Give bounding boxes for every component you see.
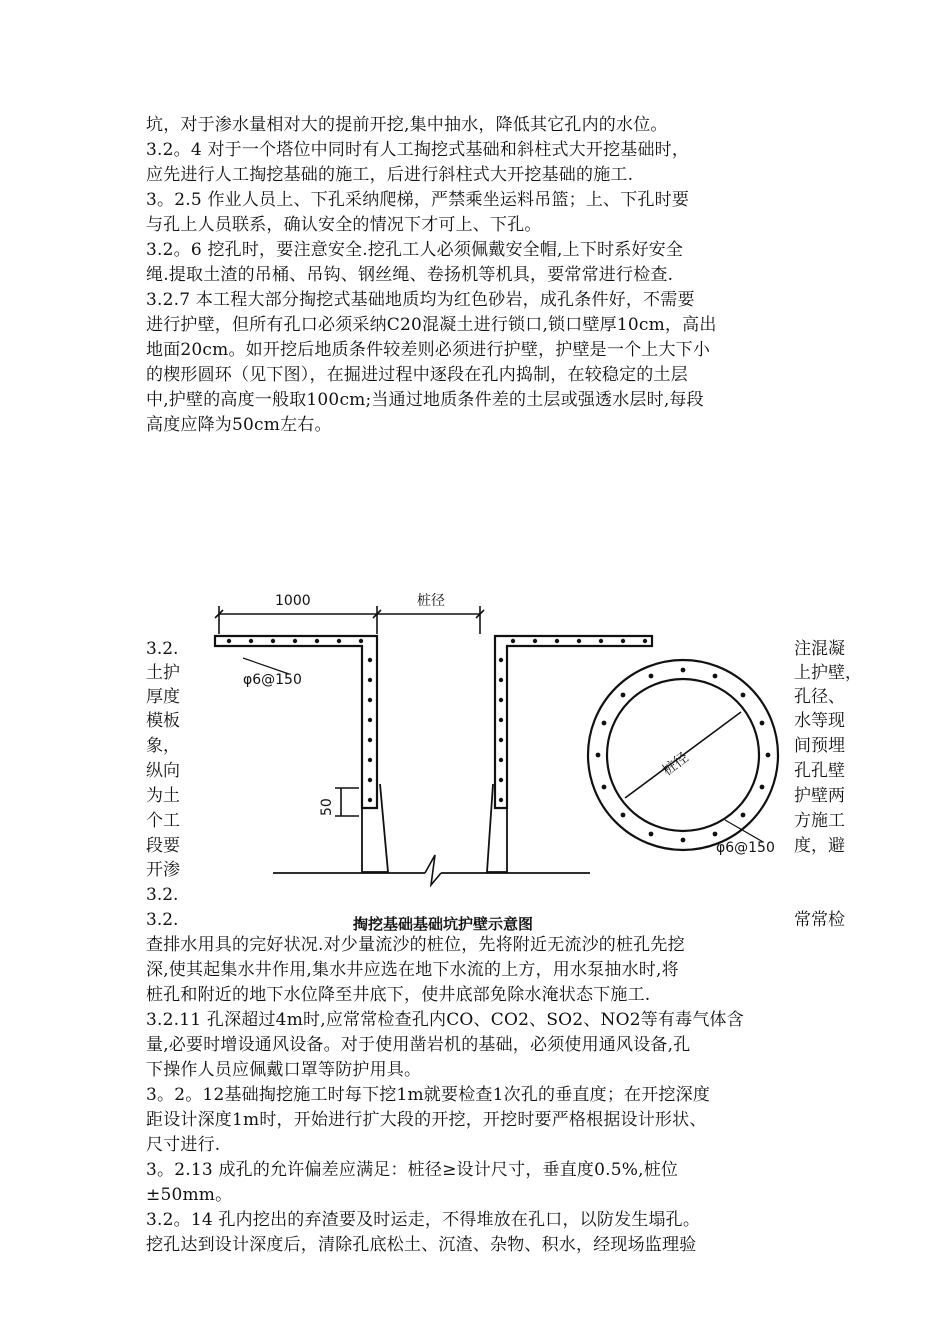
text-fragment: 方施工 [794, 811, 845, 831]
text-fragment: 3.2. [146, 910, 179, 930]
text-fragment: 段要 [146, 836, 180, 856]
text-line: 桩孔和附近的地下水位降至井底下，使井底部免除水淹状态下施工. [146, 985, 651, 1005]
text-line: 应先进行人工掏挖基础的施工，后进行斜柱式大开挖基础的施工. [146, 165, 634, 185]
text-line: 深,使其起集水井作用,集水井应选在地下水流的上方，用水泵抽水时,将 [146, 960, 679, 980]
text-line: 3.2.11 孔深超过4m时,应常常检查孔内CO、CO2、SO2、NO2等有毒气体含 [146, 1010, 744, 1030]
text-fragment: 3.2. [146, 885, 179, 905]
text-fragment: 孔孔壁 [794, 761, 845, 781]
text-fragment: 开渗 [146, 860, 180, 880]
text-line: 高度应降为50cm左右。 [146, 415, 332, 435]
circle-diameter-label: 桩径 [659, 749, 692, 780]
text-fragment: 个工 [146, 811, 180, 831]
rebar-label-circle: φ6@150 [716, 840, 775, 856]
text-fragment: 间预埋 [794, 736, 845, 756]
text-line: 进行护壁，但所有孔口必须采纳C20混凝土进行锁口,锁口壁厚10cm，高出 [146, 315, 717, 335]
retaining-wall-figure [205, 580, 790, 942]
text-line: 坑，对于渗水量相对大的提前开挖,集中抽水，降低其它孔内的水位。 [146, 115, 668, 135]
text-fragment: 水等现 [794, 711, 845, 731]
text-line: 量,必要时增设通风设备。对于使用凿岩机的基础，必须使用通风设备,孔 [146, 1035, 691, 1055]
dimension-label-left: 1000 [275, 593, 311, 609]
text-fragment: 注混凝 [794, 639, 845, 659]
text-line: 尺寸进行. [146, 1135, 221, 1155]
text-fragment: 常常检 [794, 910, 845, 930]
text-line: 的楔形圆环（见下图），在掘进过程中逐段在孔内捣制，在较稳定的土层 [146, 365, 688, 385]
text-line: 中,护壁的高度一般取100cm;当通过地质条件差的土层或强透水层时,每段 [146, 390, 704, 410]
text-fragment: 厚度 [146, 687, 180, 707]
text-line: 挖孔达到设计深度后，清除孔底松土、沉渣、杂物、积水，经现场监理验 [146, 1235, 697, 1255]
depth-label: 50 [319, 798, 335, 816]
text-fragment: 护壁两 [794, 786, 845, 806]
text-line: 下操作人员应佩戴口罩等防护用具。 [146, 1060, 422, 1080]
text-line: 3.2。6 挖孔时，要注意安全.挖孔工人必须佩戴安全帽,上下时系好安全 [146, 240, 684, 260]
text-line: 距设计深度1m时，开始进行扩大段的开挖，开挖时要严格根据设计形状、 [146, 1110, 707, 1130]
text-fragment: 上护壁， [794, 663, 862, 683]
text-line: ±50mm。 [146, 1185, 233, 1205]
text-line: 绳.提取土渣的吊桶、吊钩、钢丝绳、卷扬机等机具，要常常进行检查. [146, 265, 674, 285]
text-fragment: 模板 [146, 711, 180, 731]
figure-drawing [205, 580, 790, 942]
rebar-label-left: φ6@150 [243, 672, 302, 688]
text-line: 3.2.7 本工程大部分掏挖式基础地质均为红色砂岩，成孔条件好，不需要 [146, 290, 695, 310]
figure-caption: 掏挖基础基础坑护壁示意图 [353, 915, 534, 933]
text-line: 地面20cm。如开挖后地质条件较差则必须进行护壁，护壁是一个上大下小 [146, 340, 711, 360]
dimension-label-right: 桩径 [417, 593, 445, 609]
text-line: 3。2。12基础掏挖施工时每下挖1m就要检查1次孔的垂直度；在开挖深度 [146, 1085, 711, 1105]
text-line: 3.2。14 孔内挖出的弃渣要及时运走，不得堆放在孔口，以防发生塌孔。 [146, 1210, 701, 1230]
text-fragment: 纵向 [146, 761, 180, 781]
text-fragment: 度，避 [794, 836, 845, 856]
text-line: 与孔上人员联系，确认安全的情况下才可上、下孔。 [146, 215, 542, 235]
text-line: 查排水用具的完好状况.对少量流沙的桩位，先将附近无流沙的桩孔先挖 [146, 935, 685, 955]
text-line: 3.2。4 对于一个塔位中同时有人工掏挖式基础和斜柱式大开挖基础时， [146, 140, 690, 160]
text-fragment: 为土 [146, 786, 180, 806]
text-fragment: 象， [146, 736, 180, 756]
text-fragment: 孔径、 [794, 687, 845, 707]
text-fragment: 土护 [146, 663, 180, 683]
text-fragment: 3.2. [146, 639, 179, 659]
text-line: 3。2.13 成孔的允许偏差应满足：桩径≥设计尺寸，垂直度0.5%,桩位 [146, 1160, 679, 1180]
text-line: 3。2.5 作业人员上、下孔采纳爬梯，严禁乘坐运料吊篮；上、下孔时要 [146, 190, 690, 210]
